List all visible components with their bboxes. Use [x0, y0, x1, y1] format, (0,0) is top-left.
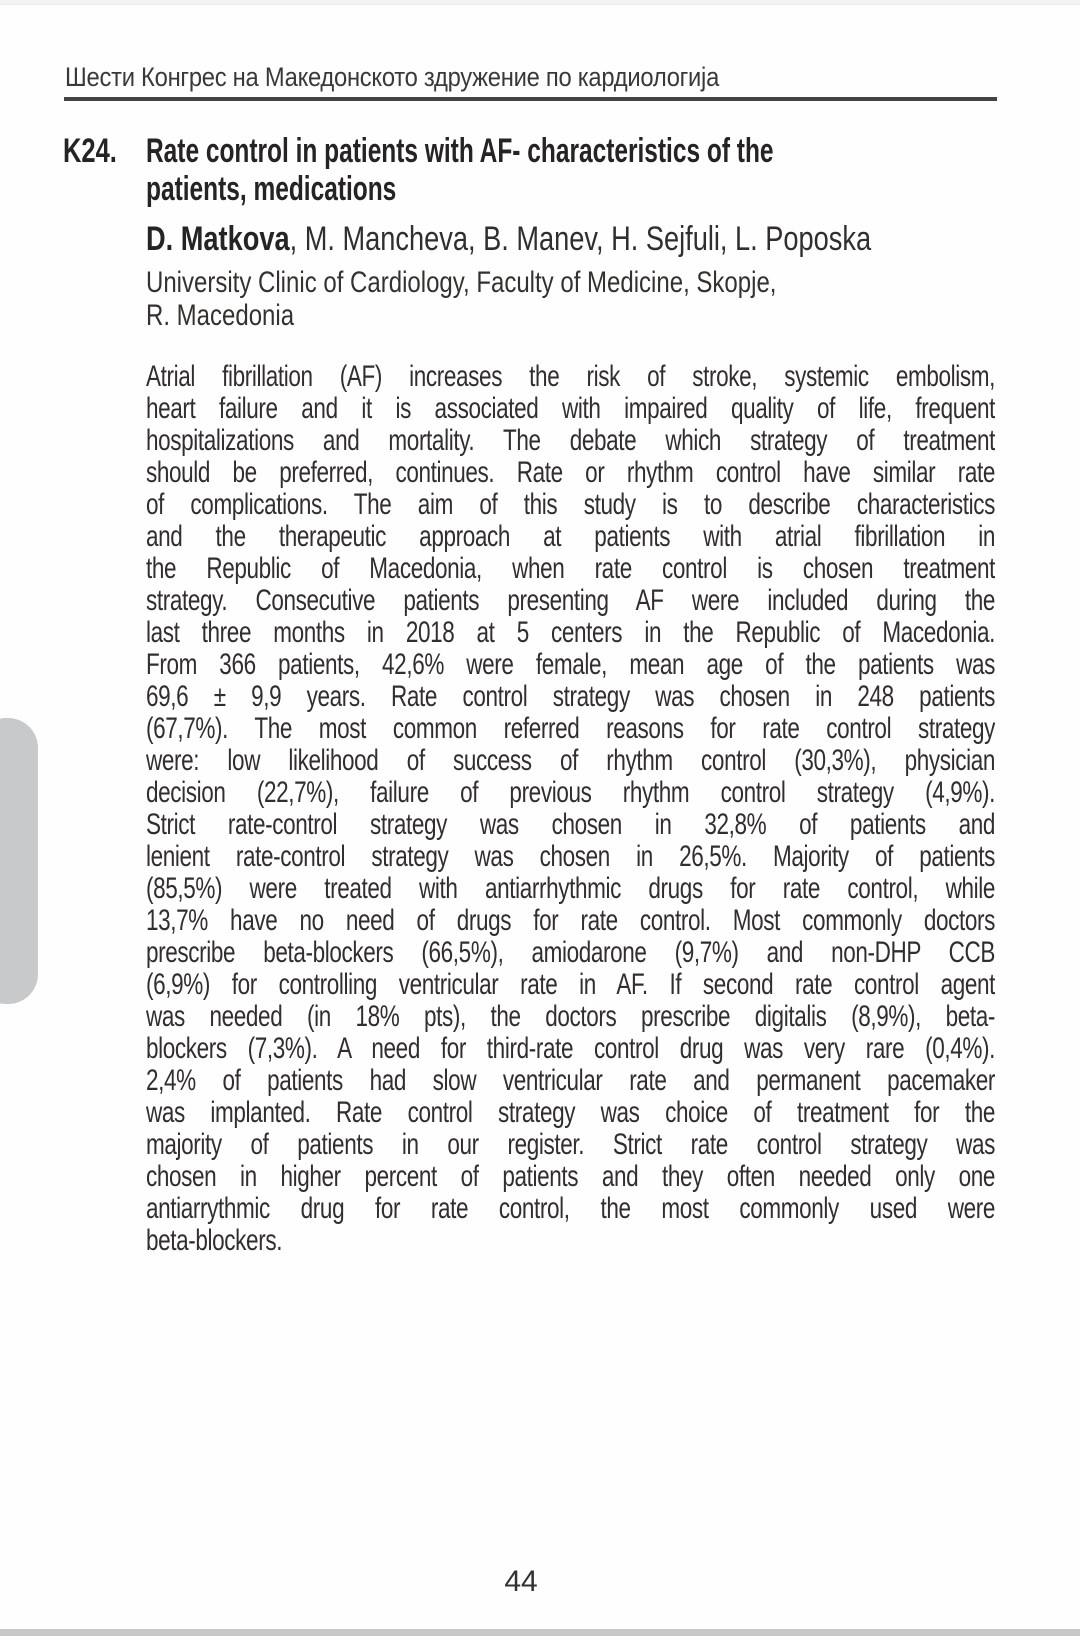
- authors-line: [146, 220, 871, 258]
- coauthors: , M. Mancheva, B. Manev, H. Sejfuli, L. Poposka: [289, 220, 872, 258]
- abstract-body-line: majority of patients in our register. Strict rate control strategy was: [146, 1129, 995, 1161]
- abstract-body-line: last three months in 2018 at 5 centers in the Republic of Macedonia.: [146, 617, 995, 649]
- abstract-body-line: chosen in higher percent of patients and they often needed only one: [146, 1161, 995, 1193]
- header-rule: [64, 97, 997, 101]
- abstract-body-line: From 366 patients, 42,6% were female, mean age of the patients was: [146, 649, 995, 681]
- abstract-body-line: antiarrythmic drug for rate control, the most commonly used were: [146, 1193, 995, 1225]
- abstract-body-line: lenient rate-control strategy was chosen in 26,5%. Majority of patients: [146, 841, 995, 873]
- abstract-title: [146, 132, 774, 208]
- abstract-body-line: (6,9%) for controlling ventricular rate in AF. If second rate control agent: [146, 969, 995, 1001]
- affiliation-line-2: R. Macedonia: [146, 299, 295, 332]
- abstract-number: K24.: [63, 132, 117, 170]
- abstract-body-line: 2,4% of patients had slow ventricular rate and permanent pacemaker: [146, 1065, 995, 1097]
- abstract-body-line: beta-blockers.: [146, 1225, 283, 1257]
- abstract-body-line: prescribe beta-blockers (66,5%), amiodarone (9,7%) and non-DHP CCB: [146, 937, 995, 969]
- abstract-body-line: were: low likelihood of success of rhythm control (30,3%), physician: [146, 745, 995, 777]
- abstract-title-line-1: Rate control in patients with AF- characteristics of the: [146, 132, 774, 170]
- abstract-body-line: and the therapeutic approach at patients with atrial fibrillation in: [146, 521, 995, 553]
- abstract-body: [146, 361, 995, 1257]
- scroll-thumb-tab[interactable]: [0, 718, 38, 1004]
- bottom-edge-strip: [0, 1629, 1080, 1636]
- abstract-body-line: 69,6 ± 9,9 years. Rate control strategy was chosen in 248 patients: [146, 681, 995, 713]
- abstract-body-line: should be preferred, continues. Rate or rhythm control have similar rate: [146, 457, 995, 489]
- first-author: D. Matkova: [146, 220, 290, 258]
- running-header: Шести Конгрес на Македонското здружение по кардиологија: [65, 62, 720, 92]
- abstract-body-line: blockers (7,3%). A need for third-rate control drug was very rare (0,4%).: [146, 1033, 995, 1065]
- abstract-body-line: the Republic of Macedonia, when rate control is chosen treatment: [146, 553, 995, 585]
- abstract-body-line: was needed (in 18% pts), the doctors prescribe digitalis (8,9%), beta-: [146, 1001, 995, 1033]
- abstract-body-line: Strict rate-control strategy was chosen in 32,8% of patients and: [146, 809, 995, 841]
- affiliation-line-1: University Clinic of Cardiology, Faculty of Medicine, Skopje,: [146, 266, 777, 299]
- abstract-body-line: hospitalizations and mortality. The debate which strategy of treatment: [146, 425, 995, 457]
- abstract-body-line: was implanted. Rate control strategy was choice of treatment for the: [146, 1097, 995, 1129]
- abstract-title-line-2: patients, medications: [146, 170, 397, 208]
- abstract-body-line: Atrial fibrillation (AF) increases the risk of stroke, systemic embolism,: [146, 361, 995, 393]
- top-edge-strip: [0, 0, 1080, 5]
- page-number: 44: [504, 1565, 538, 1598]
- abstract-body-line: (67,7%). The most common referred reasons for rate control strategy: [146, 713, 995, 745]
- abstract-body-line: of complications. The aim of this study is to describe characteristics: [146, 489, 995, 521]
- abstract-body-line: heart failure and it is associated with impaired quality of life, frequent: [146, 393, 995, 425]
- abstract-body-line: 13,7% have no need of drugs for rate control. Most commonly doctors: [146, 905, 995, 937]
- abstract-body-line: (85,5%) were treated with antiarrhythmic drugs for rate control, while: [146, 873, 995, 905]
- abstract-body-line: strategy. Consecutive patients presenting AF were included during the: [146, 585, 995, 617]
- abstract-body-line: decision (22,7%), failure of previous rhythm control strategy (4,9%).: [146, 777, 995, 809]
- affiliation: [146, 266, 776, 332]
